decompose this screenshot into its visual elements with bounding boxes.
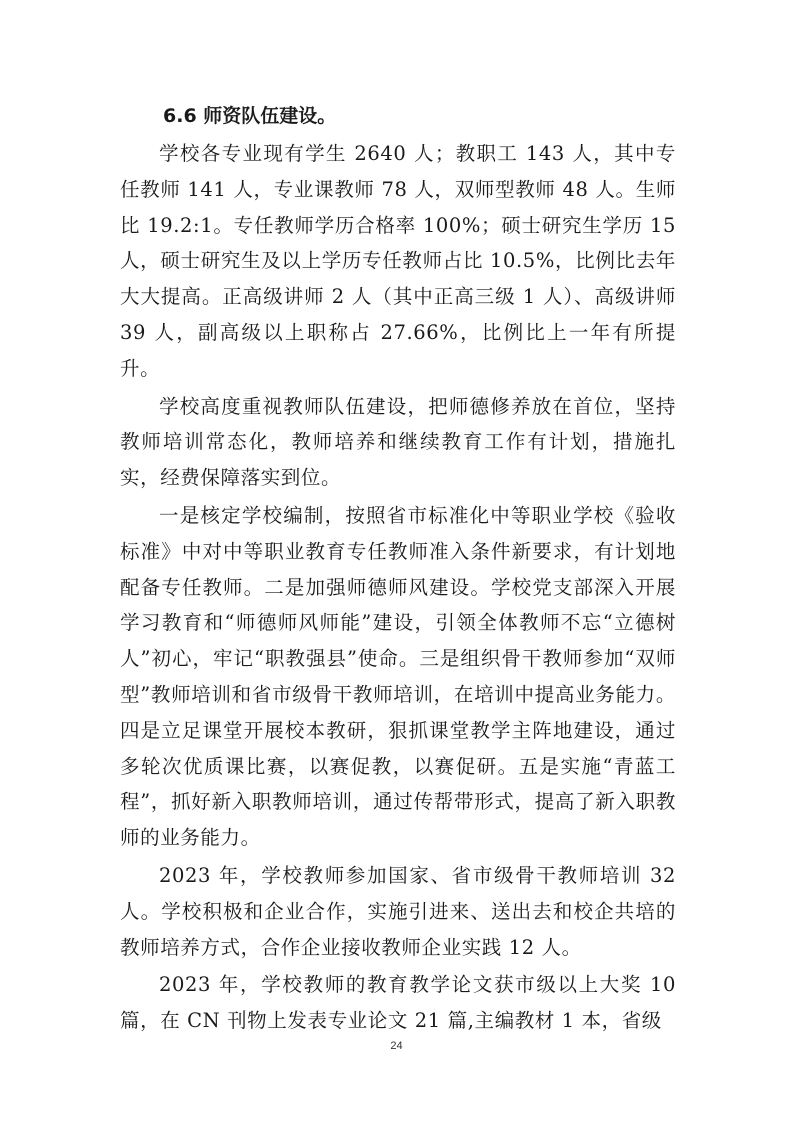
paragraph-team-building: 学校高度重视教师队伍建设，把师德修养放在首位，坚持教师培训常态化，教师培养和继续教育工作有计划，措施扎实，经费保障落实到位。 — [120, 394, 676, 490]
paragraph-measures: 一是核定学校编制，按照省市标准化中等职业学校《验收标准》中对中等职业教育专任教师准入条件新要求，有计划地配备专任教师。二是加强师德师风建设。学校党支部深入开展学习教育和“师德师风师能”建设，引领全体教师不忘“立德树人”初心，牢记“职教强县”使命。三是组织骨干教师参加“双师型”教师培训和省市级骨干教师培训，在培训中提高业务能力。四是立足课堂开展校本教研，狠抓课堂教学主阵地建设，通过多轮次优质课比赛，以赛促教，以赛促研。五是实施“青蓝工程”，抓好新入职教师培训，通过传帮带形式，提高了新入职教师的业务能力。 — [120, 503, 676, 850]
paragraph-papers-2023: 2023 年，学校教师的教育教学论文获市级以上大奖 10 篇，在 CN 刊物上发表专业论文 21 篇,主编教材 1 本，省级 — [120, 973, 676, 1033]
paragraph-training-2023: 2023 年，学校教师参加国家、省市级骨干教师培训 32 人。学校积极和企业合作，实施引进来、送出去和校企共培的教师培养方式，合作企业接收教师企业实践 12 人。 — [120, 863, 676, 959]
page-number: 24 — [390, 1040, 403, 1052]
paragraph-staff-statistics: 学校各专业现有学生 2640 人；教职工 143 人，其中专任教师 141 人，专业课教师 78 人，双师型教师 48 人。生师比 19.2:1。专任教师学历合格率 100%；硕士研究生学历 15 人，硕士研究生及以上学历专任教师占比 10.5%，比例比去年大大提高。正高级讲师 2 人（其中正高三级 1 人）、高级讲师 39 人，副高级以上职称占 27.66%，比例比上一年有所提升。 — [120, 142, 676, 380]
document-page — [120, 96, 676, 1039]
section-heading: 6.6 师资队伍建设。 — [163, 105, 337, 127]
